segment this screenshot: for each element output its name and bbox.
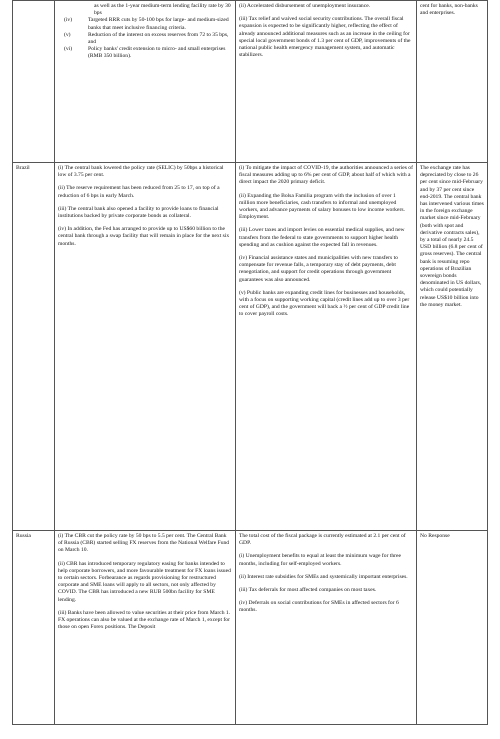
paragraph: (iii) The central bank also opened a facility to provide loans to financial institutions backed by private corporate bonds as collateral.	[58, 205, 219, 220]
paragraph: (i) To mitigate the impact of COVID-19, the authorities announced a series of fiscal measures adding up to 6% per cent of GDP, about half of which with a direct impact the 2020 primary deficit.	[239, 165, 413, 186]
paragraph: (iii) Lower taxes and import levies on essential medical supplies, and new transfers from the federal to state governments to support higher health spending and as cushion against the expected fall in revenues.	[239, 227, 405, 248]
paragraph: (iv) Deferrals on social contributions for SMEs in affected sectors for 6 months.	[239, 600, 399, 614]
paragraph: (ii) Interest rate subsidies for SMEs and systemically important enterprises.	[239, 573, 408, 580]
monetary-measures-cell	[55, 531, 236, 725]
paragraph: (iii) Tax deferrals for most affected companies on most taxes.	[239, 587, 377, 594]
paragraph: (i) The CBR cut the policy rate by 50 bps to 5.5 per cent. The Central Bank of Russia (CBR) started selling FX reserves from the National Welfare Fund on March 10.	[58, 533, 230, 554]
paragraph: The exchange rate has depreciated by close to 26 per cent since mid-February and by 37 per cent since end-2019. The central bank has intervened various times in the foreign exchange market since mid-February (both with spot and derivative contracts sales), by a total of nearly 24.5 USD billion (6.8 per cent of gross reserves). The central bank is resuming repo operations of Brazilian sovereign bonds denominated in US dollars, which could potentially release US$10 billion into the money market.	[420, 165, 484, 308]
other-measures-cell	[417, 1, 488, 163]
list-item: (vi) Policy banks' credit extension to micro- and small enterprises (RMB 350 billion).	[64, 46, 226, 60]
other-measures-cell	[417, 163, 488, 531]
fiscal-measures-cell	[236, 1, 417, 163]
list-item: (iv) Targeted RRR cuts by 50-100 bps for large- and medium-sized banks that meet inclusive financing criteria.	[64, 17, 229, 31]
paragraph: (iv) Financial assistance states and municipalities with new transfers to compensate for revenue falls, a temporary stay of debt payments, debt renegotiation, and support for credit operations through government guarantees was also announced.	[239, 255, 398, 283]
continued-text: as well as the 1-year medium-term lending facility rate by 30 bps	[94, 3, 231, 17]
paragraph: (ii) CBR has introduced temporary regulatory easing for banks intended to help corporate borrowers, and more favourable treatment for FX loans issued to certain sectors. Forbearance as regards provisioning for restructured corporate and SME loans will apply to all sectors, not only affected by COVID. The CBR has introduced a new RUB 500bn facility for SME lending.	[58, 560, 231, 603]
table-row	[13, 1, 488, 163]
other-measures-cell	[417, 531, 488, 725]
paragraph: (iii) Banks have been allowed to value securities at their price from March 1. FX operations can also be valued at the exchange rate of March 1, except for those on open Forex positions. The Deposit	[58, 609, 231, 631]
paragraph: (iii) Tax relief and waived social security contributions. The overall fiscal expansion is expected to be significantly higher, reflecting the effect of already announced additional measures such as an increase in the ceiling for special local government bonds of 1.3 per cent of GDP, improvements of the national public health emergency management system, and automatic stabilizers.	[239, 16, 411, 59]
table-row	[13, 163, 488, 531]
fiscal-measures-cell	[236, 531, 417, 725]
monetary-measures-cell	[55, 1, 236, 163]
paragraph: cent for banks, non-banks and enterprises.	[420, 3, 478, 17]
paragraph: (ii) Expanding the Bolsa Familia program with the inclusion of over 1 million more beneficiaries, cash transfers to informal and unemployed workers, and advance payments of salary bonuses to low income workers. Employment.	[239, 192, 405, 221]
list-item: (v) Reduction of the interest on excess reserves from 72 to 35 bps, and	[64, 31, 229, 46]
paragraph: (ii) Accelerated disbursement of unemployment insurance.	[239, 3, 371, 9]
paragraph: (i) The central bank lowered the policy rate (SELIC) by 50bps a historical low of 3.75 per cent.	[58, 165, 224, 179]
table-row	[13, 531, 488, 725]
paragraph: The total cost of the fiscal package is currently estimated at 2.1 per cent of GDP.	[239, 533, 406, 547]
paragraph: (ii) The reserve requirement has been reduced from 25 to 17, on top of a reduction of 6 bps in early March.	[58, 185, 220, 199]
paragraph: (v) Public banks are expanding credit lines for businesses and households, with a focus on supporting working capital (credit lines add up to over 3 per cent of GDP), and the government will back a ½ per cent of GDP credit line to cover payroll costs.	[239, 289, 410, 318]
fiscal-measures-cell	[236, 163, 417, 531]
country-cell: Russia	[13, 531, 55, 725]
country-cell	[13, 1, 55, 163]
paragraph: No Response	[420, 533, 450, 539]
country-cell: Brazil	[13, 163, 55, 531]
policy-measures-table	[12, 0, 488, 725]
monetary-measures-cell	[55, 163, 236, 531]
paragraph: (i) Unemployment benefits to equal at least the minimum wage for three months, including for self-employed workers.	[239, 553, 402, 567]
paragraph: (iv) In addition, the Fed has arranged to provide up to US$60 billion to the central bank through a swap facility that will remain in place for the next six months.	[58, 226, 230, 247]
